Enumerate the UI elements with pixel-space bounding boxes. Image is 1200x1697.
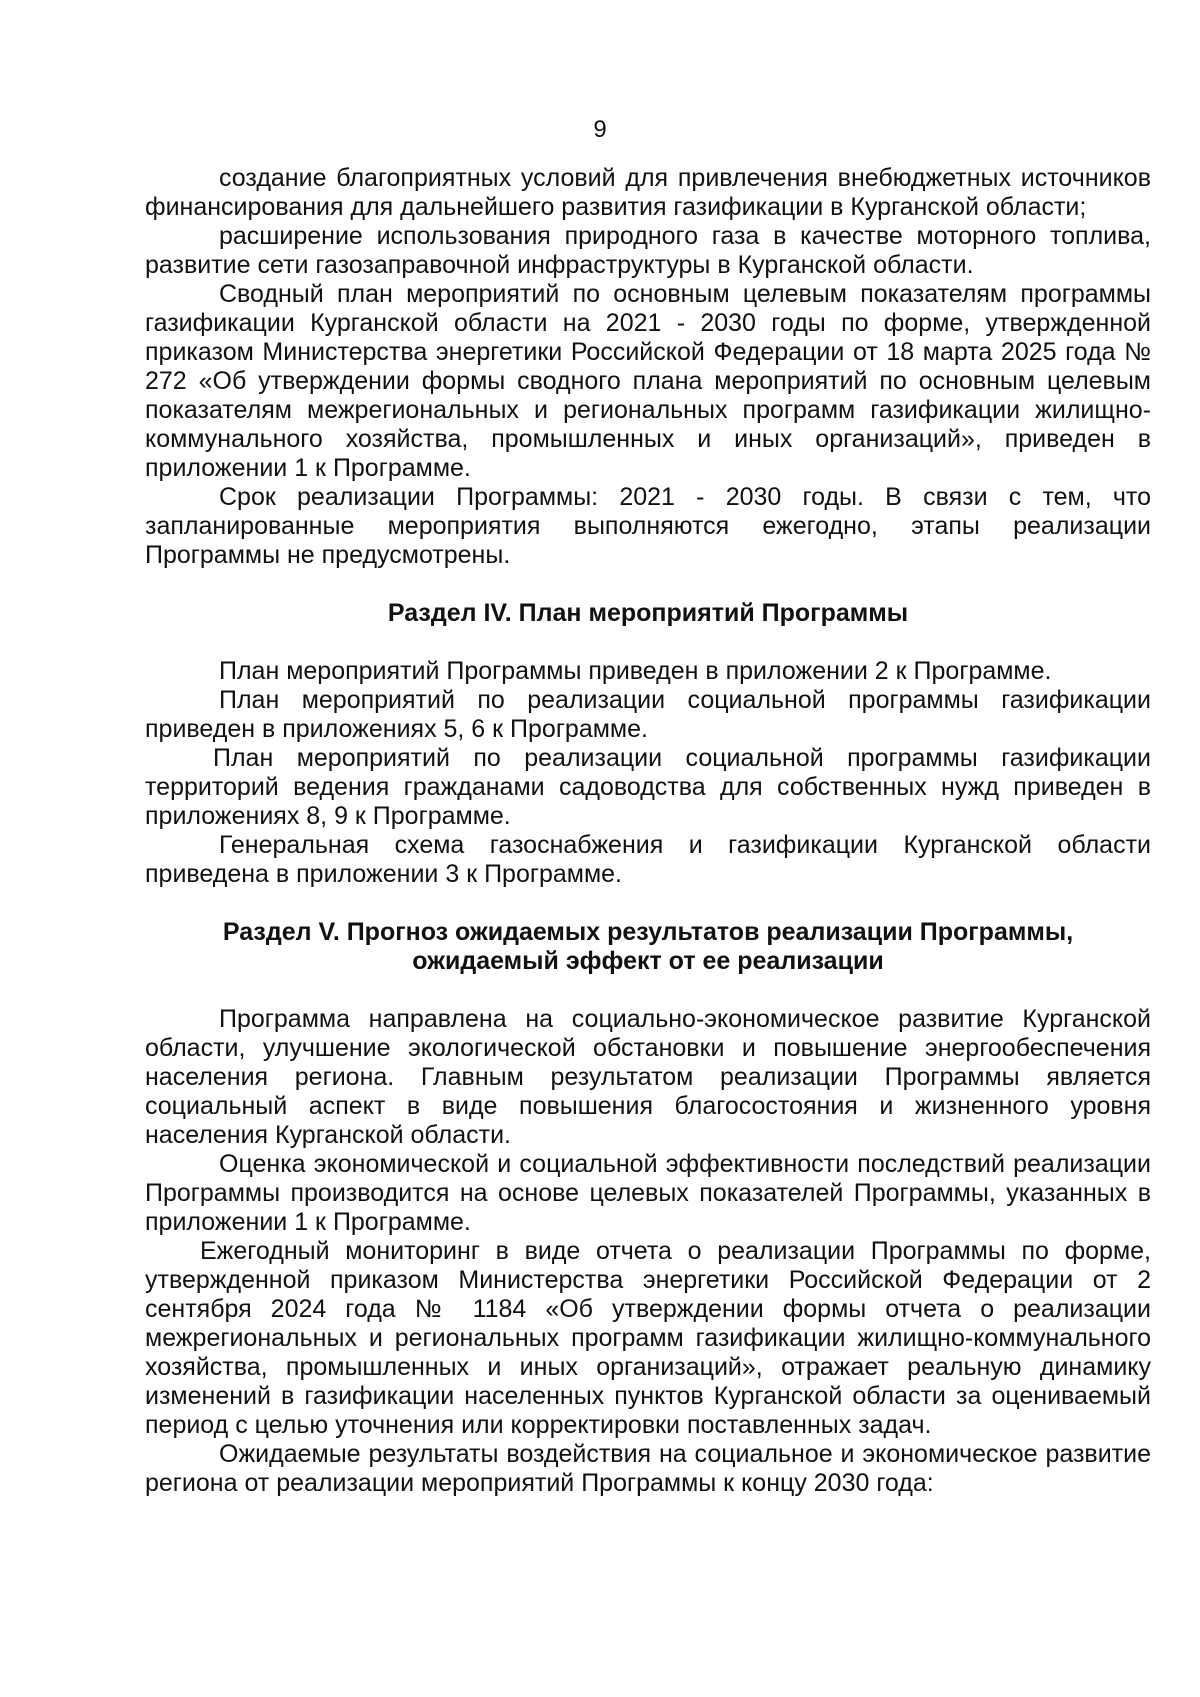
section-5-heading-line-2: ожидаемый эффект от ее реализации [412, 947, 884, 975]
section-4-heading: Раздел IV. План мероприятий Программы [387, 599, 909, 627]
paragraph-motor-fuel: расширение использования природного газа в качестве моторного топлива, развитие сети газозаправочной инфраструктуры в Курганской области. [145, 222, 1151, 279]
paragraph-social-plan: План мероприятий по реализации социальной программы газификации приведен в приложениях 5, 6 к Программе. [145, 686, 1151, 743]
paragraph-program-aim: Программа направлена на социально-экономическое развитие Курганской области, улучшение экологической обстановки и повышение энергообеспечения населения региона. Главным результатом реализации Программы является социальный аспект в виде повышения благосостояния и жизненного уровня населения Курганской области. [145, 1005, 1151, 1149]
spacer [145, 976, 1151, 1005]
spacer [145, 570, 1151, 599]
page-content [145, 164, 1151, 1498]
paragraph-summary-plan: Сводный план мероприятий по основным целевым показателям программы газификации Курганской области на 2021 - 2030 годы по форме, утвержденной приказом Министерства энергетики Российской Федерации от 18 марта 2025 года № 272 «Об утверждении формы сводного плана мероприятий по основным целевым показателям межрегиональных и региональных программ газификации жилищно-коммунального хозяйства, промышленных и иных организаций», приведен в приложении 1 к Программе. [145, 280, 1151, 482]
spacer [145, 628, 1151, 657]
section-5-heading-line-1: Раздел V. Прогноз ожидаемых результатов реализации Программы, [222, 918, 1074, 946]
paragraph-attract-funding: создание благоприятных условий для привлечения внебюджетных источников финансирования для дальнейшего развития газификации в Курганской области; [145, 164, 1151, 221]
paragraph-expected-results: Ожидаемые результаты воздействия на социальное и экономическое развитие региона от реализации мероприятий Программы к концу 2030 года: [145, 1440, 1151, 1497]
paragraph-general-scheme: Генеральная схема газоснабжения и газификации Курганской области приведена в приложении 3 к Программе. [145, 831, 1151, 888]
paragraph-gardening-plan: План мероприятий по реализации социальной программы газификации территорий ведения гражданами садоводства для собственных нужд приведен в приложениях 8, 9 к Программе. [145, 744, 1151, 830]
paragraph-implementation-period: Срок реализации Программы: 2021 - 2030 годы. В связи с тем, что запланированные мероприятия выполняются ежегодно, этапы реализации Программы не предусмотрены. [145, 483, 1151, 569]
paragraph-plan-appendix-2: План мероприятий Программы приведен в приложении 2 к Программе. [219, 657, 1052, 685]
page-number: 9 [593, 116, 607, 143]
spacer [145, 889, 1151, 918]
paragraph-annual-monitoring: Ежегодный мониторинг в виде отчета о реализации Программы по форме, утвержденной приказом Министерства энергетики Российской Федерации от 2 сентября 2024 года № 1184 «Об утверждении формы отчета о реализации межрегиональных и региональных программ газификации жилищно-коммунального хозяйства, промышленных и иных организаций», отражает реальную динамику изменений в газификации населенных пунктов Курганской области за оцениваемый период с целью уточнения или корректировки поставленных задач. [145, 1237, 1151, 1439]
paragraph-efficiency-assessment: Оценка экономической и социальной эффективности последствий реализации Программы производится на основе целевых показателей Программы, указанных в приложении 1 к Программе. [145, 1150, 1151, 1236]
